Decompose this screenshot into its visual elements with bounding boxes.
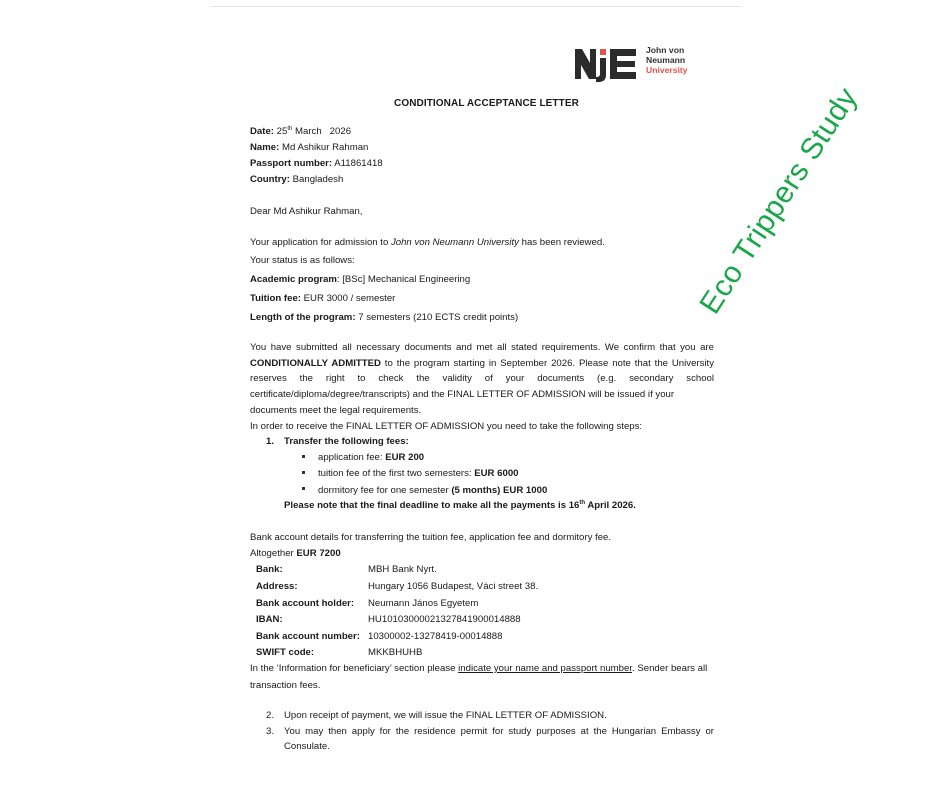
date-sup: th — [287, 126, 293, 132]
beneficiary-pre: In the ‘Information for beneficiary’ section please — [250, 663, 459, 674]
bullet-icon — [302, 455, 308, 461]
name-label: Name: — [250, 142, 280, 153]
university-name — [646, 45, 688, 75]
fee3-amount: (5 months) EUR 1000 — [451, 485, 548, 496]
review-post: has been reviewed. — [518, 237, 605, 248]
deadline-post: April 2026. — [585, 500, 636, 511]
fee2-text: tuition fee of the first two semesters: — [318, 468, 475, 479]
steps-intro: In order to receive the FINAL LETTER OF ADMISSION you need to take the following steps: — [250, 421, 643, 432]
university-name-line1: John von — [646, 45, 685, 55]
watermark: Eco Trippers Study — [693, 81, 865, 320]
step3-number: 3. — [266, 726, 275, 737]
address-value: Hungary 1056 Budapest, Váci street 38. — [368, 581, 539, 592]
salutation: Dear Md Ashikur Rahman, — [250, 206, 363, 217]
address-label: Address: — [256, 581, 298, 592]
admission-paragraph — [250, 340, 714, 419]
bank-value: MBH Bank Nyrt. — [368, 564, 437, 575]
altogether-text: Altogether — [250, 548, 297, 559]
admission-text-1: You have submitted all necessary documents and met all stated requirements. We confirm that you are — [250, 342, 714, 353]
beneficiary-line-2: transaction fees. — [250, 680, 321, 691]
bank-intro: Bank account details for transferring the tuition fee, application fee and dormitory fee. — [250, 532, 612, 543]
date-rest: March 2026 — [295, 126, 352, 137]
program-label: Academic program — [250, 274, 337, 285]
country-value: Bangladesh — [292, 174, 344, 185]
country-label: Country: — [250, 174, 290, 185]
name-line — [250, 142, 368, 153]
fee3-text: dormitory fee for one semester — [318, 485, 452, 496]
date-label: Date: — [250, 126, 274, 137]
step3-text-2: Consulate. — [284, 741, 330, 752]
iban-label: IBAN: — [256, 614, 283, 625]
fee-item-dormitory — [318, 485, 547, 496]
bullet-icon — [302, 471, 308, 477]
name-value: Md Ashikur Rahman — [282, 142, 369, 153]
bank-label: Bank: — [256, 564, 283, 575]
swift-value: MKKBHUHB — [368, 647, 423, 658]
altogether-amount: EUR 7200 — [296, 548, 341, 559]
length-label: Length of the program: — [250, 312, 356, 323]
date-day: 25 — [276, 126, 288, 137]
review-line — [250, 237, 605, 248]
admission-text-2: to the program starting in September 2026. Please note that the University reserves the right to check the validity of your documents (e.g. secondary school certificate/diploma/degree/transcripts) and the FINAL LETTER OF ADMISSION will be issued if your — [250, 357, 714, 401]
step1-title: Transfer the following fees: — [284, 436, 409, 447]
review-university: John von Neumann University — [390, 237, 519, 248]
account-number-value: 10300002-13278419-00014888 — [368, 631, 503, 642]
status-line: Your status is as follows: — [250, 255, 355, 266]
beneficiary-underlined: indicate your name and passport number — [458, 663, 633, 674]
beneficiary-line — [250, 663, 707, 674]
swift-label: SWIFT code: — [256, 647, 315, 658]
beneficiary-post: . Sender bears all — [632, 663, 708, 674]
fee-item-application — [318, 452, 424, 463]
top-border-line — [210, 6, 742, 7]
tuition-label: Tuition fee: — [250, 293, 301, 304]
step3-text: You may then apply for the residence permit for study purposes at the Hungarian Embassy or — [284, 726, 714, 737]
review-pre: Your application for admission to — [250, 237, 391, 248]
program-line — [250, 274, 470, 285]
deadline-pre: Please note that the final deadline to make all the payments is 16 — [284, 500, 580, 511]
fee1-amount: EUR 200 — [385, 452, 425, 463]
deadline-note — [284, 500, 636, 511]
tuition-line — [250, 293, 395, 304]
account-holder-value: Neumann János Egyetem — [368, 598, 479, 609]
altogether-line — [250, 548, 341, 559]
tuition-value: EUR 3000 / semester — [303, 293, 396, 304]
passport-label: Passport number: — [250, 158, 333, 169]
passport-value: A11861418 — [334, 158, 383, 169]
account-holder-label: Bank account holder: — [256, 598, 355, 609]
passport-line — [250, 158, 383, 169]
program-value: : [BSc] Mechanical Engineering — [336, 274, 471, 285]
fee-item-tuition — [318, 468, 519, 479]
date-line — [250, 126, 351, 137]
university-name-line3: University — [646, 65, 688, 75]
admission-status: CONDITIONALLY ADMITTED — [250, 357, 381, 369]
fee2-amount: EUR 6000 — [474, 468, 519, 479]
fee1-text: application fee: — [318, 452, 386, 463]
deadline-sup: th — [579, 500, 586, 506]
bullet-icon — [302, 487, 308, 493]
step1-number: 1. — [266, 436, 275, 447]
length-line — [250, 312, 518, 323]
university-name-line2: Neumann — [646, 55, 686, 65]
length-value: 7 semesters (210 ECTS credit points) — [358, 312, 519, 323]
step2-text: Upon receipt of payment, we will issue the FINAL LETTER OF ADMISSION. — [284, 710, 607, 721]
country-line — [250, 174, 343, 185]
account-number-label: Bank account number: — [256, 631, 360, 642]
admission-text-last: documents meet the legal requirements. — [250, 404, 422, 416]
step2-number: 2. — [266, 710, 275, 721]
letter-title: CONDITIONAL ACCEPTANCE LETTER — [394, 98, 579, 109]
iban-value: HU10103000021327841900014888 — [368, 614, 521, 625]
